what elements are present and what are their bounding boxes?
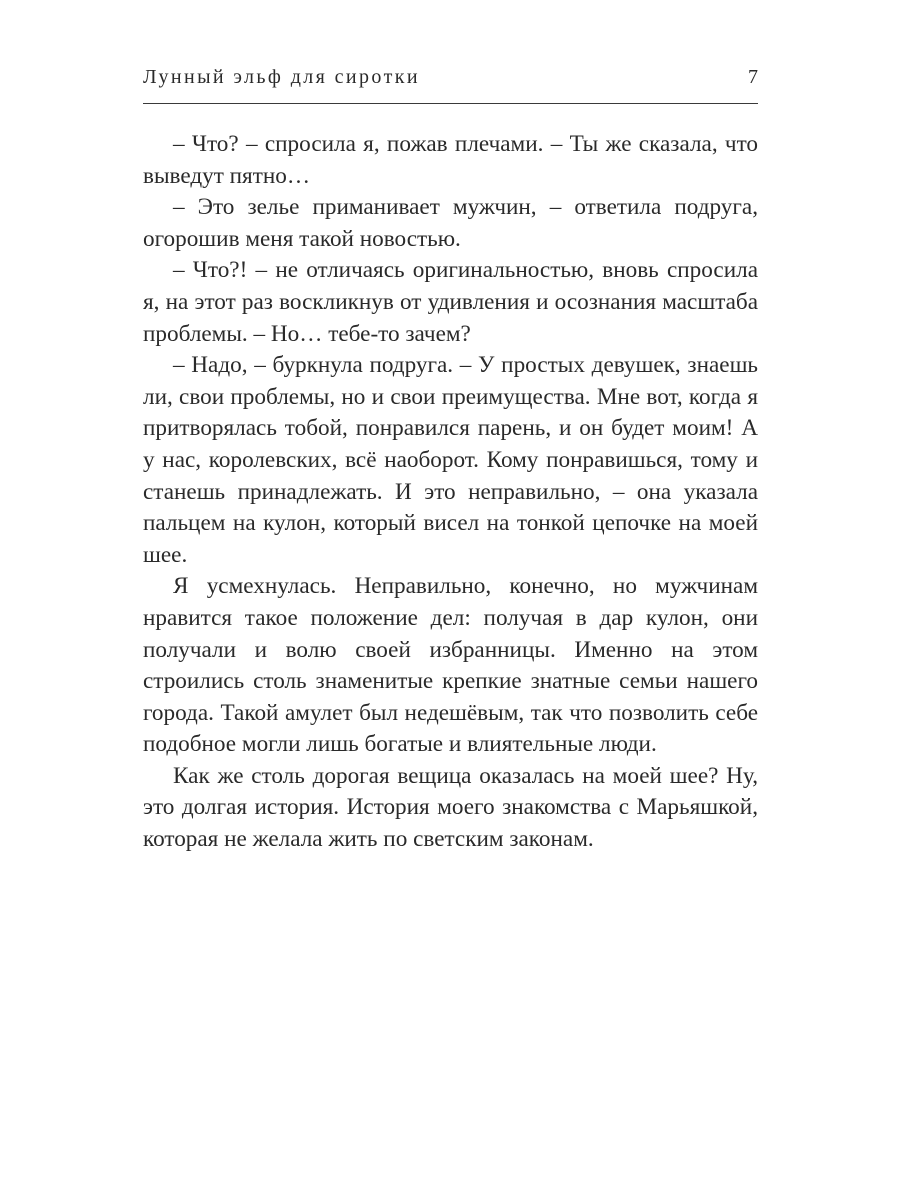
paragraph: – Это зелье приманивает мужчин, – ответила подруга, огорошив меня такой новостью.: [143, 194, 758, 252]
running-title: Лунный эльф для сиротки: [143, 66, 420, 88]
page-header: [143, 66, 758, 106]
body-text: [143, 129, 758, 856]
header-divider: [143, 103, 758, 104]
paragraph: Как же столь дорогая вещица оказалась на моей шее? Ну, это долгая история. История моего знакомства с Марьяшкой, которая не желала жить по светским законам.: [143, 762, 758, 853]
paragraph: – Что? – спросила я, пожав плечами. – Ты же сказала, что выведут пятно…: [143, 131, 758, 189]
paragraph: Я усмехнулась. Неправильно, конечно, но мужчинам нравится такое положение дел: получая в дар кулон, они получали и волю своей избранницы. Именно на этом строились столь знаменитые крепкие знатные семьи нашего города. Такой амулет был недешёвым, так что позволить себе подобное могли лишь богатые и влиятельные люди.: [143, 573, 758, 758]
paragraph: – Надо, – буркнула подруга. – У простых девушек, знаешь ли, свои проблемы, но и свои преимущества. Мне вот, когда я притворялась тобой, понравился парень, и он будет моим! А у нас, королевских, всё наоборот. Кому понравишься, тому и станешь принадлежать. И это неправильно, – она указала пальцем на кулон, который висел на тонкой цепочке на моей шее.: [143, 352, 758, 568]
paragraph: – Что?! – не отличаясь оригинальностью, вновь спросила я, на этот раз воскликнув от удивления и осознания масштаба проблемы. – Но… тебе-то зачем?: [143, 257, 758, 347]
page-number: 7: [748, 66, 758, 88]
